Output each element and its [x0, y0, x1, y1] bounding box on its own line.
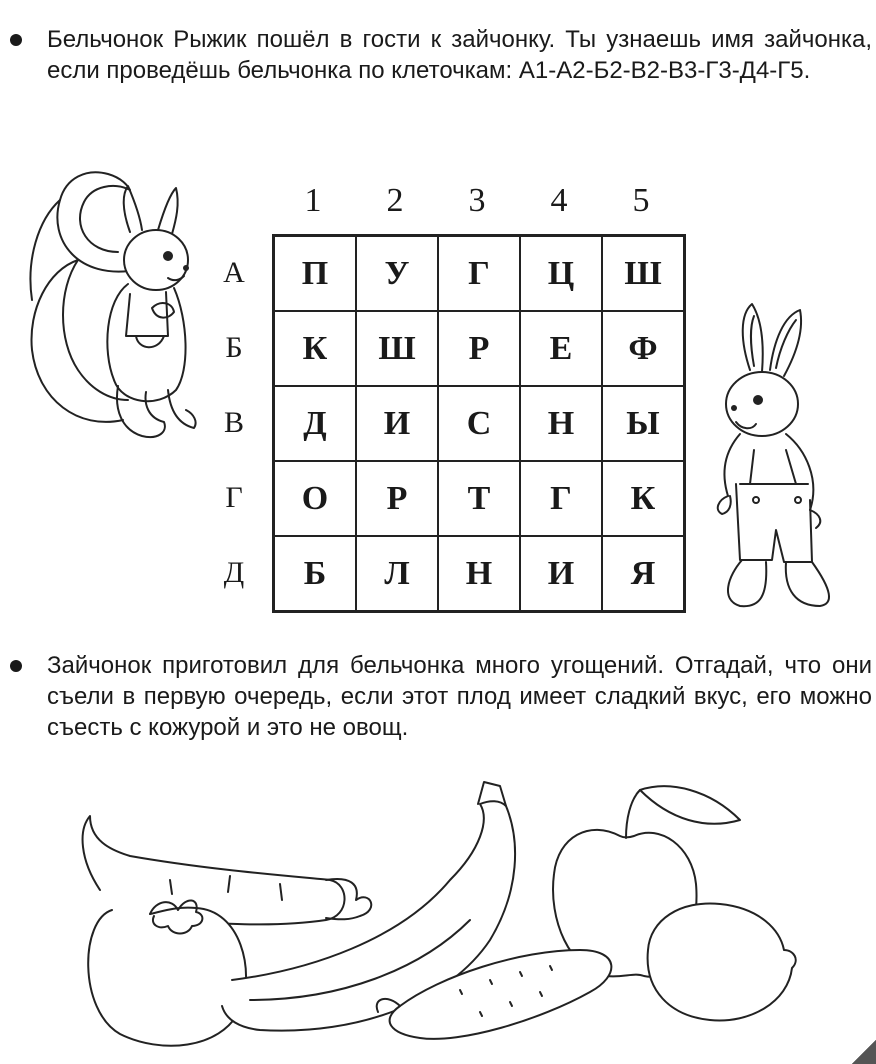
bullet-icon	[10, 660, 22, 672]
grid-cell-g2[interactable]: Р	[356, 461, 438, 536]
squirrel-illustration	[18, 160, 198, 460]
letter-grid	[272, 234, 686, 613]
row-header: Г	[225, 481, 243, 514]
foods-illustration	[60, 780, 850, 1064]
grid-cell-a2[interactable]: У	[356, 236, 438, 311]
grid-cell-d4[interactable]: И	[520, 536, 602, 611]
grid-cell-d5[interactable]: Я	[602, 536, 684, 611]
grid-cell-b5[interactable]: Ф	[602, 311, 684, 386]
column-header: 2	[386, 182, 404, 219]
grid-cell-v1[interactable]: Д	[274, 386, 356, 461]
grid-cell-v5[interactable]: Ы	[602, 386, 684, 461]
column-header: 3	[468, 182, 486, 219]
grid-cell-b2[interactable]: Ш	[356, 311, 438, 386]
grid-cell-b3[interactable]: Р	[438, 311, 520, 386]
grid-cell-a4[interactable]: Ц	[520, 236, 602, 311]
column-header: 1	[304, 182, 322, 219]
grid-cell-b4[interactable]: Е	[520, 311, 602, 386]
row-header: В	[223, 406, 244, 439]
grid-cell-g5[interactable]: К	[602, 461, 684, 536]
tomato-drawing	[88, 900, 246, 1045]
grid-cell-v2[interactable]: И	[356, 386, 438, 461]
row-header: Б	[225, 331, 243, 364]
grid-cell-a5[interactable]: Ш	[602, 236, 684, 311]
grid-cell-d3[interactable]: Н	[438, 536, 520, 611]
grid-cell-a3[interactable]: Г	[438, 236, 520, 311]
grid-cell-a1[interactable]: П	[274, 236, 356, 311]
grid-cell-g4[interactable]: Г	[520, 461, 602, 536]
bullet-icon	[10, 34, 22, 46]
grid-cell-d2[interactable]: Л	[356, 536, 438, 611]
grid-cell-v3[interactable]: С	[438, 386, 520, 461]
row-header: Д	[223, 556, 245, 589]
row-header: А	[223, 256, 245, 289]
grid-cell-g3[interactable]: Т	[438, 461, 520, 536]
grid-cell-v4[interactable]: Н	[520, 386, 602, 461]
grid-cell-g1[interactable]: О	[274, 461, 356, 536]
page-corner	[852, 1040, 876, 1064]
column-header: 4	[550, 182, 568, 219]
lemon-drawing	[648, 903, 796, 1020]
hare-illustration	[700, 300, 840, 620]
column-header: 5	[632, 182, 650, 219]
task-1-text: Бельчонок Рыжик пошёл в гости к зайчонку. Ты узнаешь имя зайчонка, если проведёшь бельчонка по клеточкам: А1-А2-Б2-В2-В3-Г3-Д4-Г5.	[47, 26, 872, 84]
grid-cell-b1[interactable]: К	[274, 311, 356, 386]
task-2-text: Зайчонок приготовил для бельчонка много угощений. Отгадай, что они съели в первую очередь, если этот плод имеет сладкий вкус, его можно съесть с кожурой и это не овощ.	[47, 652, 872, 741]
carrot-drawing	[83, 816, 372, 924]
grid-cell-d1[interactable]: Б	[274, 536, 356, 611]
task-1	[10, 24, 872, 86]
task-2	[10, 650, 872, 743]
